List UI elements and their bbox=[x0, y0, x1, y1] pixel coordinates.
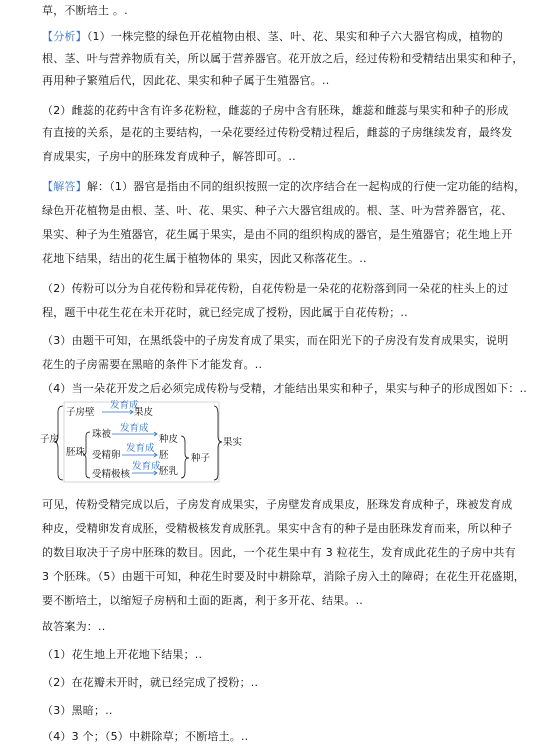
label-zifang: 子房 bbox=[40, 434, 60, 445]
label-peizhu: 胚珠 bbox=[66, 447, 86, 458]
label-shoujingluan: 受精卵 bbox=[92, 450, 121, 461]
text-line: 3 个胚珠。（5）由题干可知，种花生时要及时中耕除草，消除子房入土的障碍；在花生开花盛期， bbox=[42, 570, 525, 583]
arrow-label: 发育成 bbox=[110, 400, 139, 411]
text-line: 花地下结果，结出的花生属于植物体的 果实，因此又称落花生。.. bbox=[42, 252, 367, 265]
label-pei: 胚 bbox=[159, 450, 169, 461]
text-line: （4）当一朵花开发之后必须完成传粉与受精，才能结出果实和种子，果实与种子的形成图如下：.. bbox=[42, 382, 527, 395]
text-line: 故答案为：.. bbox=[42, 620, 106, 633]
label-guoshi: 果实 bbox=[223, 437, 243, 448]
label-guopi: 果皮 bbox=[134, 407, 154, 418]
analysis-line: 【分析】（1）一株完整的绿色开花植物由根、茎、叶、花、果实和种子六大器官构成，植物的 bbox=[42, 30, 503, 43]
text-line: 程，题干中花生花在未开花时，就已经完成了授粉，因此属于自花传粉；.. bbox=[42, 306, 408, 319]
brace-right bbox=[214, 406, 222, 480]
text-line: （1）花生地上开花地下结果；.. bbox=[42, 648, 203, 661]
answer-tag: 【解答】 bbox=[42, 180, 87, 193]
brace-peizhu bbox=[83, 432, 90, 478]
analysis-tag: 【分析】 bbox=[42, 30, 87, 43]
label-peiru: 胚乳 bbox=[159, 466, 179, 477]
label-zhongzi: 种子 bbox=[191, 453, 211, 464]
text-line: 种皮，受精卵发育成胚，受精极核发育成胚乳。果实中含有的种子是由胚珠发育而来，所以种子 bbox=[42, 522, 513, 535]
fruit-formation-diagram bbox=[40, 400, 260, 485]
label-shoujingjihe: 受精极核 bbox=[92, 469, 131, 480]
text-line: 的数目取决于子房中胚珠的数目。因此，一个花生果中有 3 粒花生，发育成此花生的子房中共有 bbox=[42, 546, 516, 559]
text-line: 再用种子繁殖后代，因此花、果实和种子属于生殖器官。.. bbox=[42, 74, 330, 87]
text-line: （2）雌蕊的花药中含有许多花粉粒，雌蕊的子房中含有胚珠，雄蕊和雌蕊与果实和种子的形成 bbox=[42, 104, 509, 117]
text-line: 草，不断培土 。. bbox=[42, 4, 128, 17]
arrow-label: 发育成 bbox=[126, 443, 155, 454]
label-zhongpi: 种皮 bbox=[159, 434, 179, 445]
answer-line: 【解答】解：（1）器官是指由不同的组织按照一定的次序结合在一起构成的行使一定功能的结构， bbox=[42, 180, 526, 193]
text-line: 根、茎、叶与营养物质有关，所以属于营养器官。花开放之后，经过传粉和受精结出果实和种子， bbox=[42, 52, 524, 65]
text-line: （3）黑暗；.. bbox=[42, 704, 113, 717]
text-line: （4）3 个；（5）中耕除草；不断培土。.. bbox=[42, 730, 249, 743]
arrow-label: 发育成 bbox=[132, 461, 161, 472]
text-line: （2）在花瓣未开时，就已经完成了授粉；.. bbox=[42, 676, 259, 689]
text-line: （3）由题干可知，在黑纸袋中的子房发育成了果实，而在阳光下的子房没有发育成果实，说明 bbox=[42, 334, 509, 347]
label-zhubei: 珠被 bbox=[92, 429, 112, 440]
text-line: 花生的子房需要在黑暗的条件下才能发育。.. bbox=[42, 358, 263, 371]
text-line: 绿色开花植物是由根、茎、叶、花、果实、种子六大器官组成的。根、茎、叶为营养器官，花、 bbox=[42, 204, 513, 217]
label-zifangbi: 子房壁 bbox=[66, 407, 95, 418]
text-line: 有直接的关系，是花的主要结构，一朵花要经过传粉受精过程后，雌蕊的子房继续发育，最终发 bbox=[42, 126, 513, 139]
brace-zhongzi bbox=[181, 436, 189, 478]
arrow-label: 发育成 bbox=[120, 423, 149, 434]
text-line: 育成果实，子房中的胚珠发育成种子，解答即可。.. bbox=[42, 150, 296, 163]
text-line: 果实、种子为生殖器官，花生属于果实，是由不同的组织构成的器官，是生殖器官；花生地上开 bbox=[42, 228, 513, 241]
text-line: 可见，传粉受精完成以后，子房发育成果实，子房壁发育成果皮，胚珠发育成种子，珠被发育成 bbox=[42, 498, 513, 511]
text-line: （2）传粉可以分为自花传粉和异花传粉，自花传粉是一朵花的花粉落到同一朵花的柱头上的过 bbox=[42, 282, 509, 295]
text-line: 要不断培土，以缩短子房柄和土面的距离，利于多开花、结果。.. bbox=[42, 594, 363, 607]
